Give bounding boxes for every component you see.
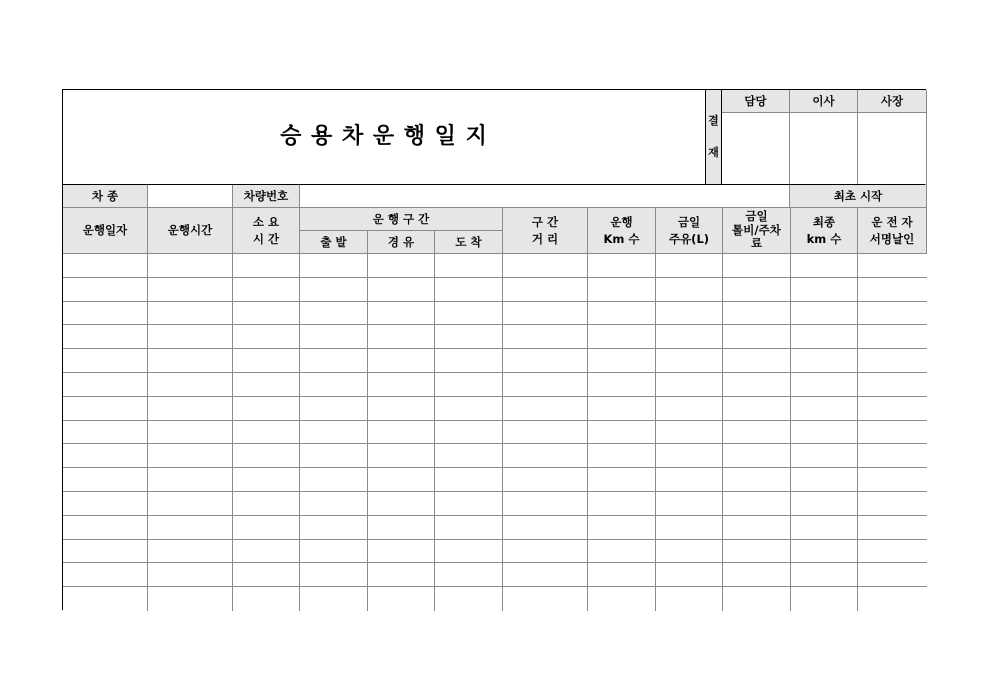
table-cell[interactable] — [233, 349, 300, 373]
table-cell[interactable] — [148, 254, 233, 278]
table-cell[interactable] — [63, 278, 148, 302]
table-cell[interactable] — [656, 444, 723, 468]
table-cell[interactable] — [435, 516, 503, 540]
table-cell[interactable] — [656, 563, 723, 587]
table-cell[interactable] — [435, 325, 503, 349]
col-date: 운행일자 — [63, 208, 148, 254]
table-cell[interactable] — [148, 563, 233, 587]
table-cell[interactable] — [858, 516, 927, 540]
table-cell[interactable] — [148, 373, 233, 397]
table-cell[interactable] — [858, 278, 927, 302]
table-cell[interactable] — [368, 373, 435, 397]
table-cell[interactable] — [858, 421, 927, 445]
table-cell[interactable] — [63, 587, 148, 611]
table-cell[interactable] — [588, 302, 656, 326]
table-cell[interactable] — [435, 492, 503, 516]
table-cell[interactable] — [63, 563, 148, 587]
table-cell[interactable] — [233, 540, 300, 564]
table-cell[interactable] — [148, 468, 233, 492]
table-cell[interactable] — [63, 468, 148, 492]
table-cell[interactable] — [791, 444, 858, 468]
approval-role-0: 담당 — [722, 90, 790, 113]
table-cell[interactable] — [723, 397, 791, 421]
table-cell[interactable] — [723, 254, 791, 278]
table-cell[interactable] — [300, 349, 368, 373]
table-cell[interactable] — [233, 325, 300, 349]
col-driver: 운 전 자 서명날인 — [858, 208, 927, 254]
table-cell[interactable] — [723, 540, 791, 564]
table-cell[interactable] — [503, 587, 588, 611]
table-cell[interactable] — [503, 516, 588, 540]
table-cell[interactable] — [503, 540, 588, 564]
table-cell[interactable] — [368, 254, 435, 278]
car-number-input[interactable] — [300, 185, 790, 208]
table-cell[interactable] — [368, 468, 435, 492]
table-cell[interactable] — [300, 302, 368, 326]
table-cell[interactable] — [791, 373, 858, 397]
table-cell[interactable] — [300, 278, 368, 302]
table-cell[interactable] — [858, 468, 927, 492]
table-cell[interactable] — [148, 444, 233, 468]
table-cell[interactable] — [368, 397, 435, 421]
col-arrive: 도 착 — [435, 231, 503, 254]
col-km: 운행 Km 수 — [588, 208, 656, 254]
table-cell[interactable] — [300, 516, 368, 540]
table-cell[interactable] — [723, 373, 791, 397]
table-cell[interactable] — [300, 397, 368, 421]
table-cell[interactable] — [300, 540, 368, 564]
table-cell[interactable] — [435, 397, 503, 421]
table-cell[interactable] — [656, 349, 723, 373]
table-cell[interactable] — [435, 302, 503, 326]
table-cell[interactable] — [791, 492, 858, 516]
table-cell[interactable] — [791, 302, 858, 326]
table-cell[interactable] — [791, 563, 858, 587]
table-cell[interactable] — [503, 563, 588, 587]
table-cell[interactable] — [63, 325, 148, 349]
table-cell[interactable] — [63, 492, 148, 516]
table-cell[interactable] — [656, 421, 723, 445]
table-cell[interactable] — [791, 540, 858, 564]
table-cell[interactable] — [233, 373, 300, 397]
table-cell[interactable] — [588, 278, 656, 302]
table-cell[interactable] — [791, 278, 858, 302]
table-cell[interactable] — [233, 516, 300, 540]
table-cell[interactable] — [656, 397, 723, 421]
table-cell[interactable] — [233, 254, 300, 278]
table-cell[interactable] — [858, 254, 927, 278]
table-cell[interactable] — [791, 349, 858, 373]
table-cell[interactable] — [148, 540, 233, 564]
table-cell[interactable] — [858, 373, 927, 397]
table-cell[interactable] — [300, 444, 368, 468]
table-cell[interactable] — [435, 254, 503, 278]
table-cell[interactable] — [791, 587, 858, 611]
table-cell[interactable] — [791, 468, 858, 492]
table-cell[interactable] — [435, 349, 503, 373]
table-cell[interactable] — [503, 302, 588, 326]
table-cell[interactable] — [300, 563, 368, 587]
table-cell[interactable] — [63, 397, 148, 421]
table-cell[interactable] — [656, 325, 723, 349]
table-cell[interactable] — [588, 563, 656, 587]
table-cell[interactable] — [63, 302, 148, 326]
table-cell[interactable] — [723, 444, 791, 468]
table-cell[interactable] — [368, 278, 435, 302]
table-cell[interactable] — [588, 468, 656, 492]
col-depart: 출 발 — [300, 231, 368, 254]
table-cell[interactable] — [858, 302, 927, 326]
table-cell[interactable] — [435, 373, 503, 397]
table-cell[interactable] — [723, 349, 791, 373]
table-cell[interactable] — [791, 421, 858, 445]
car-type-input[interactable] — [148, 185, 233, 208]
table-cell[interactable] — [656, 587, 723, 611]
table-cell[interactable] — [368, 516, 435, 540]
document-title: 승 용 차 운 행 일 지 — [63, 90, 706, 185]
table-cell[interactable] — [656, 468, 723, 492]
table-cell[interactable] — [656, 254, 723, 278]
table-cell[interactable] — [588, 349, 656, 373]
table-cell[interactable] — [368, 587, 435, 611]
table-cell[interactable] — [148, 492, 233, 516]
table-cell[interactable] — [435, 278, 503, 302]
table-cell[interactable] — [503, 325, 588, 349]
table-cell[interactable] — [656, 540, 723, 564]
table-cell[interactable] — [233, 278, 300, 302]
table-cell[interactable] — [300, 587, 368, 611]
table-cell[interactable] — [858, 563, 927, 587]
table-cell[interactable] — [233, 468, 300, 492]
table-cell[interactable] — [723, 468, 791, 492]
table-cell[interactable] — [148, 278, 233, 302]
table-cell[interactable] — [233, 302, 300, 326]
table-cell[interactable] — [858, 397, 927, 421]
table-cell[interactable] — [300, 421, 368, 445]
table-cell[interactable] — [723, 587, 791, 611]
vehicle-log-form — [62, 89, 926, 610]
table-cell[interactable] — [656, 492, 723, 516]
table-cell[interactable] — [791, 254, 858, 278]
approval-label: 결 재 — [706, 90, 722, 185]
table-cell[interactable] — [368, 540, 435, 564]
col-time: 운행시간 — [148, 208, 233, 254]
table-cell[interactable] — [858, 540, 927, 564]
table-cell[interactable] — [148, 302, 233, 326]
table-cell[interactable] — [723, 278, 791, 302]
col-via: 경 유 — [368, 231, 435, 254]
table-cell[interactable] — [723, 563, 791, 587]
table-cell[interactable] — [233, 444, 300, 468]
table-cell[interactable] — [233, 421, 300, 445]
table-cell[interactable] — [368, 421, 435, 445]
table-cell[interactable] — [503, 349, 588, 373]
table-cell[interactable] — [148, 325, 233, 349]
car-number-label: 차량번호 — [233, 185, 300, 208]
table-cell[interactable] — [588, 587, 656, 611]
table-cell[interactable] — [63, 254, 148, 278]
table-cell[interactable] — [503, 278, 588, 302]
col-toll: 금일 톨비/주차 료 — [723, 208, 791, 254]
table-cell[interactable] — [656, 278, 723, 302]
table-cell[interactable] — [588, 254, 656, 278]
table-cell[interactable] — [435, 540, 503, 564]
table-cell[interactable] — [503, 492, 588, 516]
car-type-label: 차 종 — [63, 185, 148, 208]
table-cell[interactable] — [233, 492, 300, 516]
table-cell[interactable] — [791, 397, 858, 421]
table-cell[interactable] — [435, 563, 503, 587]
table-cell[interactable] — [368, 349, 435, 373]
table-cell[interactable] — [723, 492, 791, 516]
table-cell[interactable] — [233, 587, 300, 611]
approval-role-1: 이사 — [790, 90, 858, 113]
table-cell[interactable] — [148, 397, 233, 421]
table-cell[interactable] — [63, 421, 148, 445]
table-cell[interactable] — [588, 516, 656, 540]
table-cell[interactable] — [368, 444, 435, 468]
table-cell[interactable] — [791, 325, 858, 349]
table-cell[interactable] — [588, 325, 656, 349]
col-duration: 소 요 시 간 — [233, 208, 300, 254]
table-cell[interactable] — [503, 397, 588, 421]
table-cell[interactable] — [233, 397, 300, 421]
table-cell[interactable] — [368, 325, 435, 349]
table-cell[interactable] — [588, 373, 656, 397]
table-cell[interactable] — [63, 349, 148, 373]
table-cell[interactable] — [148, 587, 233, 611]
table-cell[interactable] — [858, 492, 927, 516]
table-cell[interactable] — [435, 444, 503, 468]
table-cell[interactable] — [435, 587, 503, 611]
table-cell[interactable] — [723, 516, 791, 540]
approval-signature-box-2[interactable] — [858, 113, 927, 185]
table-cell[interactable] — [63, 516, 148, 540]
col-route-group: 운 행 구 간 — [300, 208, 503, 231]
table-cell[interactable] — [435, 468, 503, 492]
table-cell[interactable] — [148, 421, 233, 445]
table-cell[interactable] — [588, 444, 656, 468]
table-cell[interactable] — [300, 325, 368, 349]
col-distance: 구 간 거 리 — [503, 208, 588, 254]
col-fuel: 금일 주유(L) — [656, 208, 723, 254]
approval-signature-box-0[interactable] — [722, 113, 790, 185]
table-cell[interactable] — [368, 492, 435, 516]
col-final-km: 최종 km 수 — [791, 208, 858, 254]
table-cell[interactable] — [148, 516, 233, 540]
table-cell[interactable] — [858, 587, 927, 611]
table-cell[interactable] — [435, 421, 503, 445]
table-cell[interactable] — [300, 373, 368, 397]
table-cell[interactable] — [503, 468, 588, 492]
table-cell[interactable] — [503, 373, 588, 397]
table-cell[interactable] — [503, 254, 588, 278]
table-cell[interactable] — [368, 302, 435, 326]
table-cell[interactable] — [300, 254, 368, 278]
table-cell[interactable] — [858, 444, 927, 468]
table-cell[interactable] — [588, 540, 656, 564]
approval-signature-box-1[interactable] — [790, 113, 858, 185]
table-cell[interactable] — [63, 444, 148, 468]
table-cell[interactable] — [233, 563, 300, 587]
table-cell[interactable] — [858, 349, 927, 373]
table-cell[interactable] — [63, 373, 148, 397]
table-cell[interactable] — [723, 302, 791, 326]
table-cell[interactable] — [503, 421, 588, 445]
table-cell[interactable] — [791, 516, 858, 540]
table-cell[interactable] — [368, 563, 435, 587]
table-cell[interactable] — [588, 492, 656, 516]
table-cell[interactable] — [858, 325, 927, 349]
table-cell[interactable] — [503, 444, 588, 468]
table-cell[interactable] — [63, 540, 148, 564]
table-cell[interactable] — [656, 373, 723, 397]
approval-role-2: 사장 — [858, 90, 927, 113]
table-cell[interactable] — [723, 421, 791, 445]
first-start-label: 최초 시작 — [790, 185, 927, 208]
table-cell[interactable] — [300, 492, 368, 516]
table-cell[interactable] — [148, 349, 233, 373]
table-cell[interactable] — [300, 468, 368, 492]
table-cell[interactable] — [656, 516, 723, 540]
table-cell[interactable] — [723, 325, 791, 349]
table-cell[interactable] — [656, 302, 723, 326]
table-cell[interactable] — [588, 421, 656, 445]
table-cell[interactable] — [588, 397, 656, 421]
